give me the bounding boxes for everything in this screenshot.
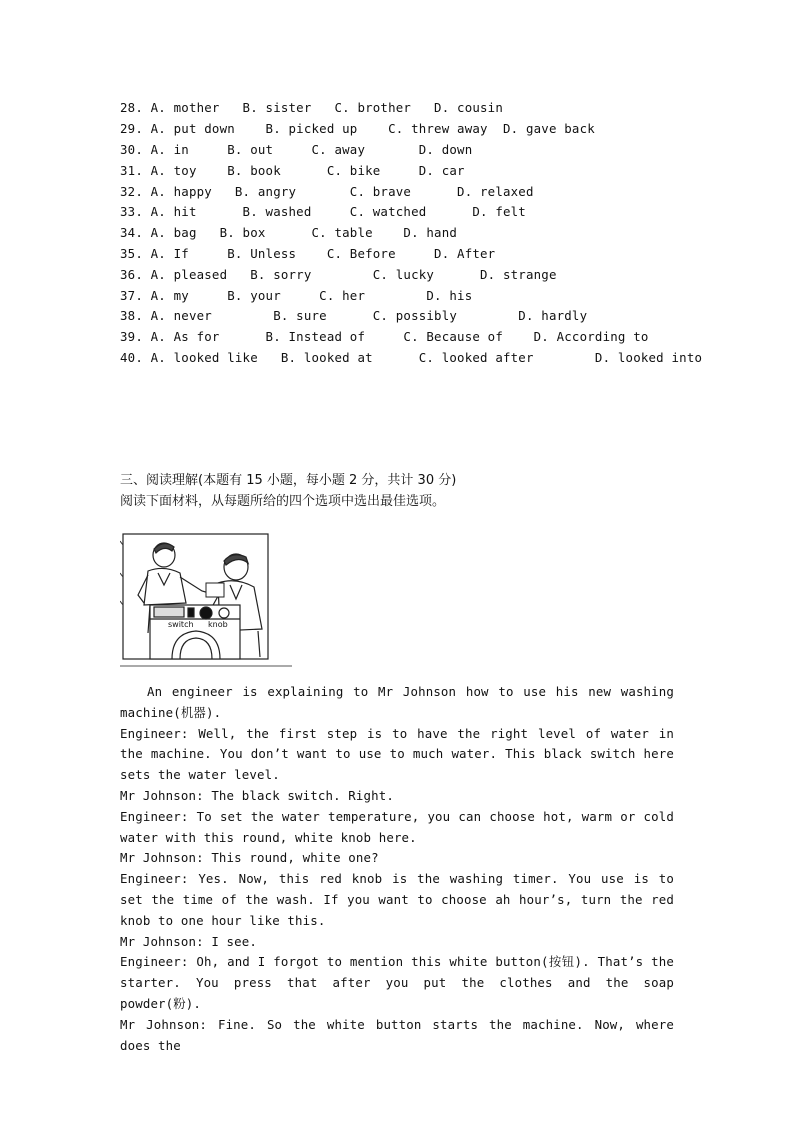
option-line-32: 32. A. happy B. angry C. brave D. relaxed xyxy=(120,184,534,199)
passage-line-6: Mr Johnson: I see. xyxy=(120,933,257,949)
section-title: 三、阅读理解(本题有 15 小题，每小题 2 分，共计 30 分) xyxy=(120,473,457,488)
illustration-svg xyxy=(120,533,292,669)
passage-line-3: Engineer: To set the water temperature, you can choose hot, warm or cold water with this round, white knob here. xyxy=(120,808,674,845)
reading-passage xyxy=(120,682,674,1056)
option-line-40: 40. A. looked like B. looked at C. looked after D. looked into xyxy=(120,350,703,365)
passage-line-2: Mr Johnson: The black switch. Right. xyxy=(120,787,394,803)
option-line-31: 31. A. toy B. book C. bike D. car xyxy=(120,163,465,178)
option-line-39: 39. A. As for B. Instead of C. Because of D. According to xyxy=(120,329,649,344)
washing-machine xyxy=(150,605,240,659)
passage-line-1: Engineer: Well, the first step is to have the right level of water in the machine. You don’t want to use to much water. This black switch here sets the water level. xyxy=(120,725,674,783)
switch-label: switch xyxy=(168,620,194,629)
section-instruction: 阅读下面材料，从每题所给的四个选项中选出最佳选项。 xyxy=(120,494,446,509)
knob-label: knob xyxy=(208,620,228,629)
passage-intro: An engineer is explaining to Mr Johnson how to use his new washing machine(机器). xyxy=(120,684,674,720)
option-line-30: 30. A. in B. out C. away D. down xyxy=(120,142,473,157)
washing-machine-illustration xyxy=(120,533,292,669)
option-line-36: 36. A. pleased B. sorry C. lucky D. strange xyxy=(120,267,557,282)
passage-line-8: Mr Johnson: Fine. So the white button starts the machine. Now, where does the xyxy=(120,1016,674,1053)
option-line-37: 37. A. my B. your C. her D. his xyxy=(120,288,473,303)
option-line-33: 33. A. hit B. washed C. watched D. felt xyxy=(120,204,526,219)
option-line-28: 28. A. mother B. sister C. brother D. cousin xyxy=(120,100,503,115)
option-line-38: 38. A. never B. sure C. possibly D. hardly xyxy=(120,308,588,323)
passage-line-4: Mr Johnson: This round, white one? xyxy=(120,850,379,866)
passage-line-7: Engineer: Oh, and I forgot to mention this white button(按钮). That’s the starter. You press that after you put the clothes and the soap powder(粉). xyxy=(120,954,674,1011)
option-line-29: 29. A. put down B. picked up C. threw away D. gave back xyxy=(120,121,595,136)
option-line-35: 35. A. If B. Unless C. Before D. After xyxy=(120,246,496,261)
passage-line-5: Engineer: Yes. Now, this red knob is the washing timer. You use is to set the time of the wash. If you want to choose ah hour’s, turn the red knob to one hour like this. xyxy=(120,871,674,928)
option-line-34: 34. A. bag B. box C. table D. hand xyxy=(120,225,458,240)
